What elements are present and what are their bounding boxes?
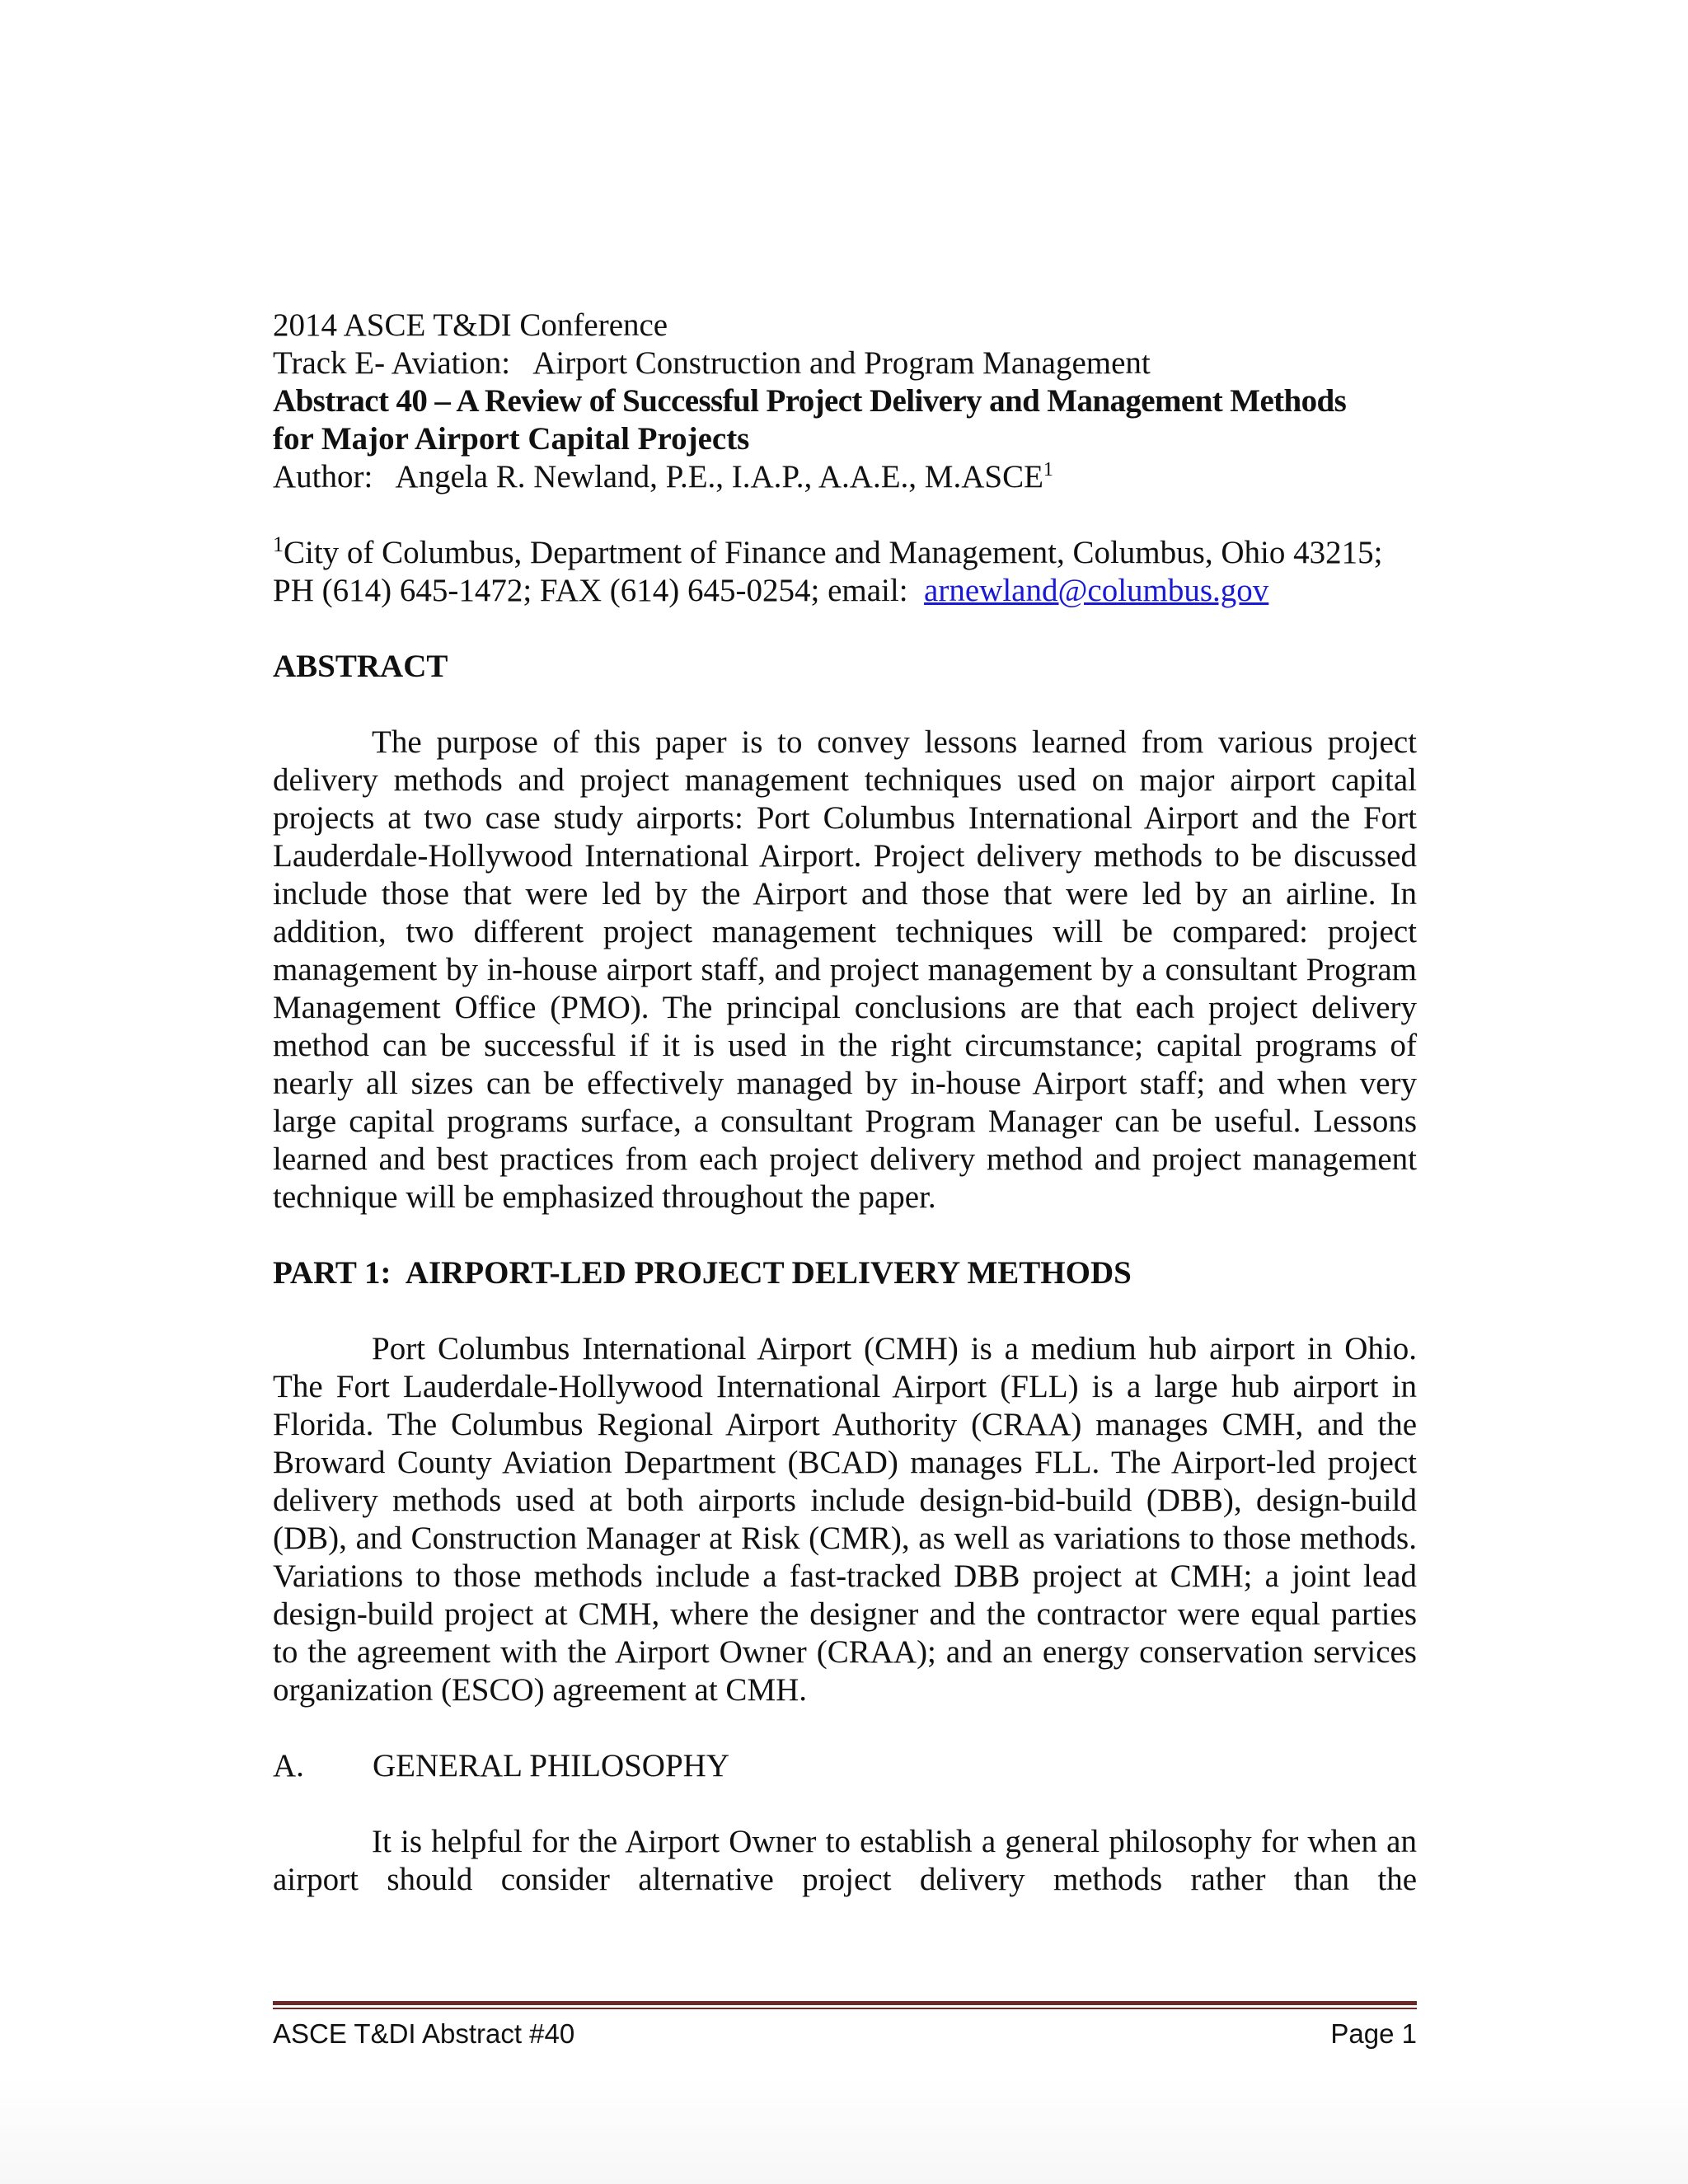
conference-line: 2014 ASCE T&DI Conference	[273, 307, 668, 343]
affiliation-line-1	[273, 534, 1417, 572]
spacer	[273, 1216, 1417, 1254]
page-footer	[273, 2013, 1417, 2055]
spacer	[273, 1709, 1417, 1747]
page-bottom-shade	[0, 2077, 1688, 2184]
part1-paragraph: Port Columbus International Airport (CMH) is a medium hub airport in Ohio. The Fort Lauderdale-Hollywood International Airport (FLL) is a large hub airport in Florida. The Columbus Regional Airport Authority (CRAA) manages CMH, and the Broward County Aviation Department (BCAD) manages FLL. The Airport-led project delivery methods used at both airports include design-bid-build (DBB), design-build (DB), and Construction Manager at Risk (CMR), as well as variations to those methods. Variations to those methods include a fast-tracked DBB project at CMH; a joint lead design-build project at CMH, where the designer and the contractor were equal parties to the agreement with the Airport Owner (CRAA); and an energy conservation services organization (ESCO) agreement at CMH.	[273, 1331, 1417, 1708]
affiliation-text: City of Columbus, Department of Finance and Management, Columbus, Ohio 43215;	[284, 535, 1383, 570]
abstract-heading: ABSTRACT	[273, 649, 448, 684]
footer-rule-thick	[273, 2001, 1417, 2005]
footer-title: ASCE T&DI Abstract #40	[273, 2018, 575, 2049]
section-a-title: GENERAL PHILOSOPHY	[373, 1748, 729, 1783]
spacer	[273, 610, 1417, 648]
affiliation-superscript: 1	[273, 532, 284, 556]
page-number: Page 1	[1330, 2018, 1417, 2049]
page-content	[273, 307, 1417, 1899]
footer-rule-thin	[273, 2008, 1417, 2009]
contact-text: PH (614) 645-1472; FAX (614) 645-0254; email:	[273, 573, 925, 608]
section-a-letter: A.	[273, 1748, 304, 1783]
spacer	[273, 686, 1417, 724]
spacer	[273, 1785, 1417, 1823]
author-line	[273, 458, 1417, 496]
section-a-heading	[273, 1747, 1417, 1785]
title-line-2: for Major Airport Capital Projects	[273, 421, 750, 457]
author-text: Author: Angela R. Newland, P.E., I.A.P., A.A.E., M.ASCE	[273, 459, 1043, 494]
affiliation-line-2	[273, 572, 1417, 610]
track-line: Track E- Aviation: Airport Construction and Program Management	[273, 345, 1151, 381]
abstract-paragraph: The purpose of this paper is to convey lessons learned from various project delivery methods and project management techniques used on major airport capital projects at two case study airports: Port Columbus International Airport and the Fort Lauderdale-Hollywood International Airport. Project delivery methods to be discussed include those that were led by the Airport and those that were led by an airline. In addition, two different project management techniques will be compared: project management by in-house airport staff, and project management by a consultant Program Management Office (PMO). The principal conclusions are that each project delivery method can be successful if it is used in the right circumstance; capital programs of nearly all sizes can be effectively managed by in-house Airport staff; and when very large capital programs surface, a consultant Program Manager can be useful. Lessons learned and best practices from each project delivery method and project management technique will be emphasized throughout the paper.	[273, 724, 1417, 1215]
part1-heading: PART 1: AIRPORT-LED PROJECT DELIVERY METHODS	[273, 1255, 1132, 1291]
spacer	[273, 1292, 1417, 1330]
author-superscript: 1	[1043, 459, 1053, 480]
title-line-1: Abstract 40 – A Review of Successful Project Delivery and Management Methods	[273, 383, 1347, 419]
email-link[interactable]: arnewland@columbus.gov	[924, 573, 1269, 608]
section-a-paragraph: It is helpful for the Airport Owner to establish a general philosophy for when an airport should consider alternative project delivery methods rather than the	[273, 1824, 1417, 1897]
spacer	[273, 496, 1417, 534]
